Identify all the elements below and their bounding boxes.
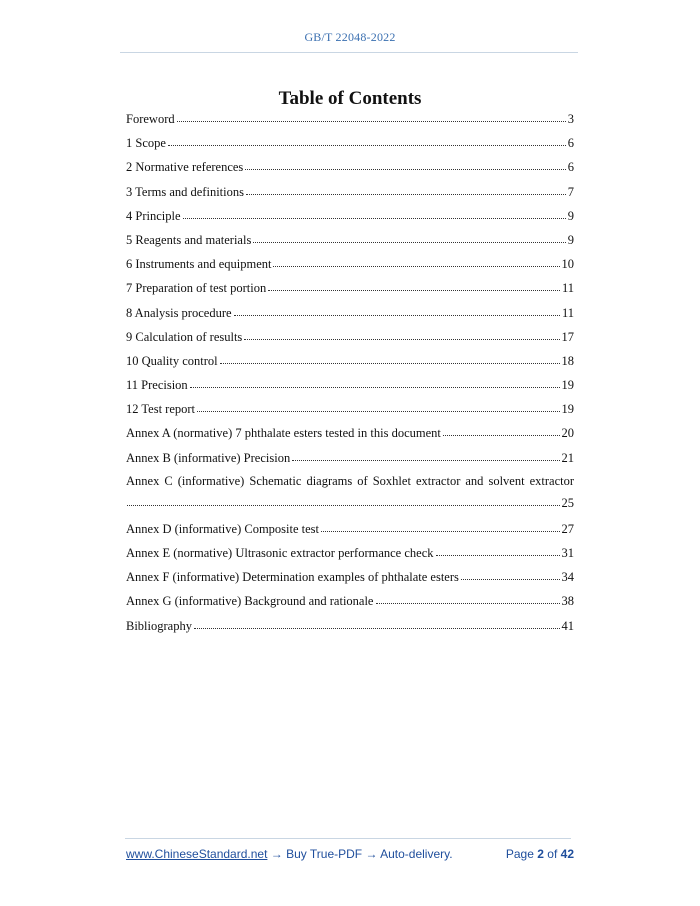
toc-entry-page: 41 <box>561 618 574 633</box>
toc-entry-annex-d[interactable] <box>126 518 574 542</box>
toc-entry-preparation-of-test-portion[interactable] <box>126 277 574 301</box>
toc-entry-analysis-procedure[interactable] <box>126 302 574 326</box>
toc-leader-dots <box>291 448 560 462</box>
toc-entry-annex-f[interactable] <box>126 566 574 590</box>
toc-leader-dots <box>243 327 560 341</box>
toc-entry-page: 9 <box>567 208 574 223</box>
toc-leader-dots <box>245 182 567 196</box>
toc-entry-label: 4 Principle <box>126 208 181 223</box>
toc-entry-label: 9 Calculation of results <box>126 329 243 344</box>
toc-entry-label: 5 Reagents and materials <box>126 232 252 247</box>
toc-leader-dots <box>193 616 561 630</box>
toc-leader-dots <box>244 157 566 171</box>
toc-entry-principle[interactable] <box>126 205 574 229</box>
toc-entry-page: 7 <box>567 184 574 199</box>
toc-entry-label: Annex C (informative) Schematic diagrams of Soxhlet extractor and solvent extractor <box>126 473 574 488</box>
toc-entry-precision[interactable] <box>126 374 574 398</box>
page-word: Page <box>505 847 534 861</box>
toc-entry-label: 6 Instruments and equipment <box>126 257 272 272</box>
toc-entry-quality-control[interactable] <box>126 350 574 374</box>
toc-entry-label: Annex E (normative) Ultrasonic extractor performance check <box>126 546 434 560</box>
toc-leader-dots <box>126 493 561 507</box>
toc-entry-label: Annex F (informative) Determination examples of phthalate esters <box>126 570 459 585</box>
total-page-count: 42 <box>560 847 574 861</box>
toc-entry-page: 11 <box>561 281 574 296</box>
page-footer <box>126 847 574 861</box>
toc-leader-dots <box>182 206 567 220</box>
toc-entry-annex-a[interactable] <box>126 422 574 446</box>
page-title: Table of Contents <box>278 87 422 109</box>
toc-entry-page: 6 <box>567 136 574 151</box>
toc-entry-annex-c[interactable] <box>126 471 574 518</box>
toc-entry-reagents-and-materials[interactable] <box>126 229 574 253</box>
toc-leader-dots <box>375 591 561 605</box>
toc-leader-dots <box>442 423 561 437</box>
toc-entry-page: 6 <box>567 160 574 175</box>
toc-entry-label: 12 Test report <box>126 402 196 417</box>
toc-entry-label: Annex A (normative) 7 phthalate esters tested in this document <box>126 426 441 441</box>
toc-entry-label: 1 Scope <box>126 136 166 151</box>
toc-entry-page: 17 <box>561 329 574 344</box>
toc-entry-annex-e[interactable] <box>126 542 574 566</box>
toc-entry-instruments-and-equipment[interactable] <box>126 253 574 277</box>
toc-entry-label: 7 Preparation of test portion <box>126 281 267 296</box>
toc-entry-calculation-of-results[interactable] <box>126 326 574 350</box>
toc-entry-label: 2 Normative references <box>126 160 244 175</box>
of-word: of <box>547 847 558 861</box>
toc-entry-page: 18 <box>561 353 574 368</box>
toc-entry-page: 10 <box>561 257 574 272</box>
toc-entry-label: Foreword <box>126 112 175 126</box>
toc-entry-label: Bibliography <box>126 618 192 633</box>
toc-entry-label: 11 Precision <box>126 378 188 393</box>
toc-leader-dots <box>460 567 561 581</box>
toc-entry-page: 27 <box>561 521 574 536</box>
toc-entry-page: 34 <box>561 570 574 585</box>
toc-entry-normative-references[interactable] <box>126 156 574 180</box>
toc-leader-dots <box>272 254 560 268</box>
toc-leader-dots <box>267 278 561 292</box>
toc-leader-dots <box>167 133 567 147</box>
toc-entry-label: Annex D (informative) Composite test <box>126 521 320 536</box>
header-divider <box>120 52 578 53</box>
toc-entry-label: 10 Quality control <box>126 353 218 368</box>
toc-entry-bibliography[interactable] <box>126 615 574 639</box>
toc-entry-test-report[interactable] <box>126 398 574 422</box>
toc-entry-scope[interactable] <box>126 132 574 156</box>
toc-leader-dots <box>320 519 560 533</box>
toc-entry-label: 8 Analysis procedure <box>126 305 232 320</box>
toc-entry-page: 11 <box>561 305 574 320</box>
toc-leader-dots <box>435 543 561 557</box>
toc-entry-page: 21 <box>561 450 574 465</box>
toc-leader-dots <box>189 375 561 389</box>
toc-entry-label: Annex B (informative) Precision <box>126 450 291 465</box>
toc-entry-annex-g[interactable] <box>126 590 574 614</box>
running-header-standard-code: GB/T 22048-2022 <box>304 30 396 44</box>
toc-leader-dots <box>219 351 561 365</box>
toc-entry-foreword[interactable] <box>126 108 574 132</box>
toc-entry-annex-b[interactable] <box>126 447 574 471</box>
toc-entry-label: 3 Terms and definitions <box>126 184 244 199</box>
current-page-number: 2 <box>537 847 544 861</box>
page-indicator <box>506 847 574 861</box>
chinesestandard-link[interactable]: www.ChineseStandard.net <box>126 847 268 861</box>
toc-entry-page: 25 <box>561 495 574 510</box>
toc-leader-dots <box>196 399 560 413</box>
footer-promo <box>126 847 453 861</box>
toc-leader-dots <box>176 109 567 123</box>
toc-leader-dots <box>252 230 566 244</box>
table-of-contents <box>126 108 574 639</box>
toc-entry-page: 31 <box>561 546 574 560</box>
toc-leader-dots <box>233 303 561 317</box>
toc-entry-label: Annex G (informative) Background and rationale <box>126 594 374 609</box>
toc-entry-continuation <box>126 493 574 512</box>
toc-entry-page: 3 <box>567 112 574 126</box>
toc-entry-page: 38 <box>561 594 574 609</box>
toc-entry-page: 9 <box>567 232 574 247</box>
toc-entry-page: 19 <box>561 402 574 417</box>
footer-divider <box>125 838 571 839</box>
toc-entry-page: 19 <box>561 378 574 393</box>
toc-entry-terms-and-definitions[interactable] <box>126 181 574 205</box>
footer-promo-text: → Buy True-PDF → Auto-delivery. <box>267 847 453 861</box>
toc-entry-page: 20 <box>561 426 574 441</box>
